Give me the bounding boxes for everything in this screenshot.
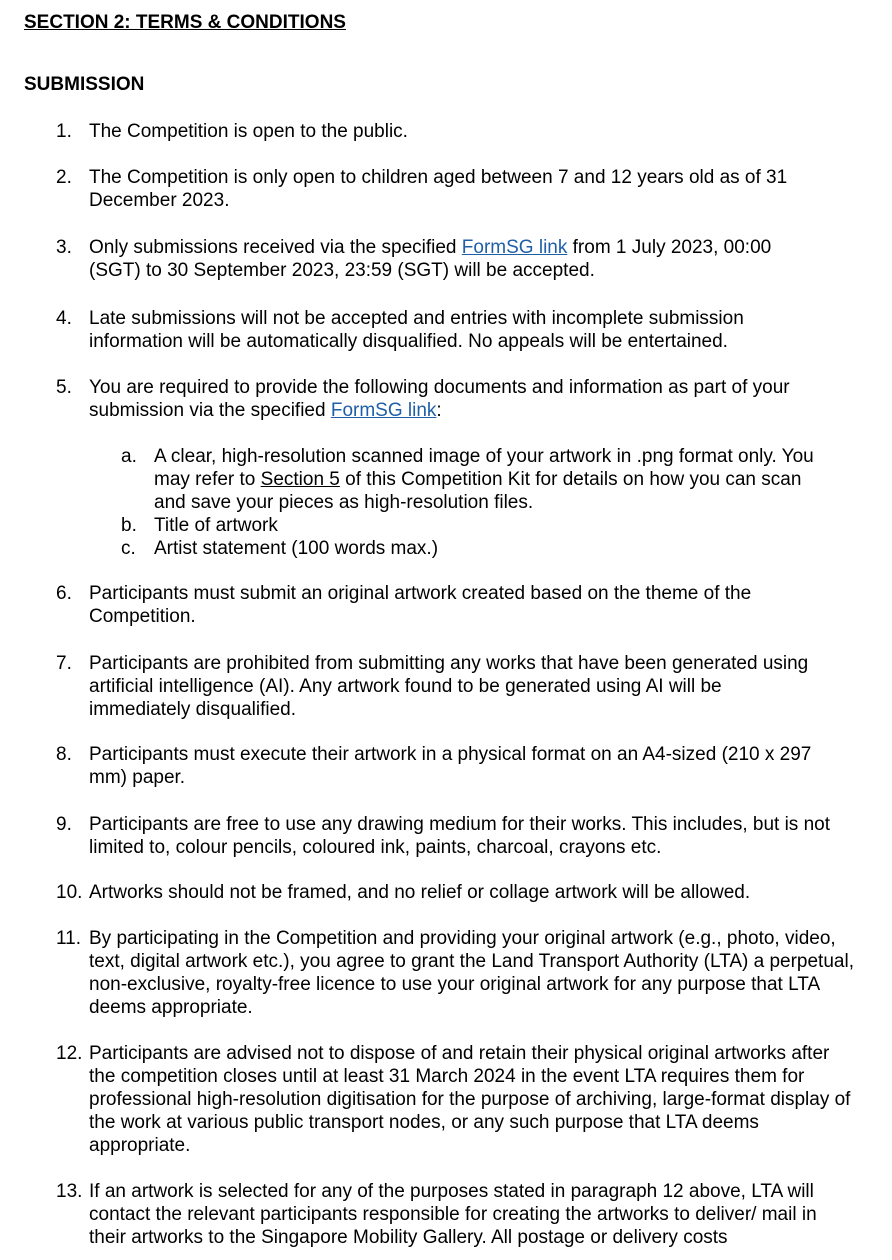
- item-number: 2.: [56, 167, 72, 188]
- item-text: The Competition is only open to children aged between 7 and 12 years old as of 31 December 2023.: [89, 167, 788, 211]
- list-item: [56, 120, 856, 143]
- item-number: 6.: [56, 583, 72, 604]
- section-title: SECTION 2: TERMS & CONDITIONS: [24, 12, 346, 33]
- item-text: Participants must submit an original artwork created based on the theme of the Competition.: [89, 583, 752, 627]
- list-item: [56, 1180, 841, 1249]
- list-item: [56, 307, 796, 353]
- sub-item-text: [154, 445, 831, 514]
- item-number: 1.: [56, 121, 72, 142]
- list-item: [56, 582, 816, 628]
- item-number: 12.: [56, 1043, 83, 1064]
- list-item: [56, 376, 836, 422]
- formsg-link[interactable]: FormSG link: [461, 237, 568, 258]
- formsg-link[interactable]: FormSG link: [330, 400, 437, 421]
- sub-item-text: Artist statement (100 words max.): [154, 538, 439, 559]
- item-text: Participants are prohibited from submitting any works that have been generated using artificial intelligence (AI). Any artwork found to be generated using AI will be immediately disqualified.: [89, 653, 809, 720]
- section-5-link[interactable]: Section 5: [260, 469, 340, 490]
- item-text: Participants are free to use any drawing medium for their works. This includes, but is not limited to, colour pencils, coloured ink, paints, charcoal, crayons etc.: [89, 814, 830, 858]
- sub-item-letter: a.: [121, 446, 137, 467]
- item-text: If an artwork is selected for any of the purposes stated in paragraph 12 above, LTA will contact the relevant participants responsible for creating the artworks to deliver/ mail in their artworks to the Singapore Mobility Gallery. All postage or delivery costs: [89, 1181, 817, 1248]
- list-item: [56, 652, 826, 721]
- item-number: 13.: [56, 1181, 83, 1202]
- list-item: [56, 236, 816, 282]
- sub-item-text-post: of this Competition Kit for details on how you can scan and save your pieces as high-resolution files.: [154, 469, 802, 513]
- item-text: The Competition is open to the public.: [89, 121, 408, 142]
- item-number: 7.: [56, 653, 72, 674]
- list-item: [56, 881, 856, 904]
- item-number: 8.: [56, 744, 72, 765]
- list-item: [56, 166, 826, 212]
- list-item: [56, 1042, 856, 1157]
- item-text: Participants must execute their artwork in a physical format on an A4-sized (210 x 297 mm) paper.: [89, 744, 812, 788]
- item-text-pre: Only submissions received via the specified: [89, 237, 462, 258]
- subsection-title: SUBMISSION: [24, 74, 145, 95]
- item-number: 10.: [56, 882, 83, 903]
- item-number: 11.: [56, 928, 82, 949]
- item-number: 4.: [56, 308, 72, 329]
- item-text-pre: You are required to provide the following documents and information as part of your submission via the specified: [89, 377, 790, 421]
- item-number: 5.: [56, 377, 72, 398]
- item-text: [89, 376, 836, 422]
- item-text: Participants are advised not to dispose of and retain their physical original artworks after the competition closes until at least 31 March 2024 in the event LTA requires them for professional high-resolution digitisation for the purpose of archiving, large-format display of the work at various public transport nodes, or any such purpose that LTA deems appropriate.: [89, 1043, 851, 1156]
- item-text: Artworks should not be framed, and no relief or collage artwork will be allowed.: [89, 882, 751, 903]
- sub-item-text-pre: A clear, high-resolution scanned image of your artwork in .png format only. You may refer to: [154, 446, 814, 490]
- sub-list-item: [121, 537, 841, 560]
- list-item: [56, 743, 826, 789]
- item-text-post: :: [436, 400, 442, 421]
- sub-item-letter: b.: [121, 515, 137, 536]
- item-number: 9.: [56, 814, 72, 835]
- item-text-post: from 1 July 2023, 00:00 (SGT) to 30 September 2023, 23:59 (SGT) will be accepted.: [89, 237, 772, 281]
- sub-list-item: [121, 514, 841, 537]
- item-text: By participating in the Competition and providing your original artwork (e.g., photo, video, text, digital artwork etc.), you agree to grant the Land Transport Authority (LTA) a perpetual, non-exclusive, royalty-free licence to use your original artwork for any purpose that LTA deems appropriate.: [89, 928, 854, 1018]
- list-item: [56, 927, 856, 1019]
- list-item: [56, 813, 851, 859]
- item-number: 3.: [56, 237, 72, 258]
- item-text: [89, 236, 816, 282]
- sub-item-text: Title of artwork: [154, 515, 278, 536]
- item-text: Late submissions will not be accepted and entries with incomplete submission information will be automatically disqualified. No appeals will be entertained.: [89, 308, 744, 352]
- sub-item-letter: c.: [121, 538, 136, 559]
- sub-list-item: [121, 445, 831, 514]
